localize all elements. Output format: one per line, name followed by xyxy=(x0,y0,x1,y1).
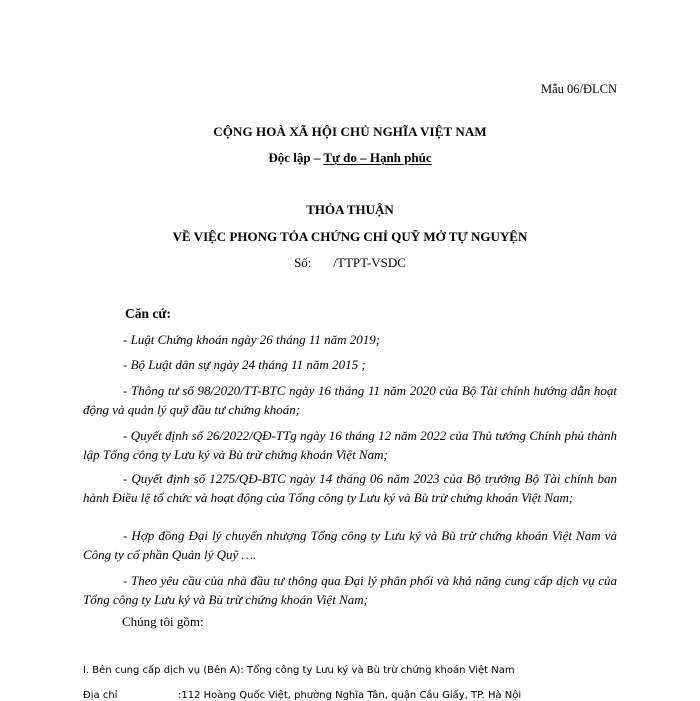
agreement-title: THỎA THUẬN xyxy=(306,202,394,217)
agreement-number xyxy=(0,255,700,271)
basis-item: - Quyết định số 1275/QĐ-BTC ngày 14 tháng 06 năm 2023 của Bộ trưởng Bộ Tài chính ban hành Điều lệ tổ chức và hoạt động của Tổng công ty Lưu ký và Bù trừ chứng khoán Việt Nam; xyxy=(83,471,617,505)
motto-part-3: – Hạnh phúc xyxy=(356,150,432,165)
motto-part-2: Tự do xyxy=(323,150,357,165)
national-motto xyxy=(0,150,700,166)
basis-heading: Căn cứ: xyxy=(125,306,171,321)
motto-part-1: Độc lập – xyxy=(268,150,324,165)
basis-item: - Luật Chứng khoán ngày 26 tháng 11 năm 2019; xyxy=(123,332,381,347)
number-suffix: /TTPT-VSDC xyxy=(333,255,406,270)
basis-item: - Hợp đồng Đại lý chuyển nhượng Tổng công ty Lưu ký và Bù trừ chứng khoán Việt Nam và Công ty cổ phần Quản lý Quỹ …. xyxy=(83,528,617,562)
number-label: Số: xyxy=(294,255,312,270)
basis-item: - Quyết định số 26/2022/QĐ-TTg ngày 16 tháng 12 năm 2022 của Thủ tướng Chính phủ thành lập Tổng công ty Lưu ký và Bù trừ chứng khoán Việt Nam; xyxy=(83,428,617,462)
form-code: Mẫu 06/ĐLCN xyxy=(540,82,617,96)
basis-item: - Bộ Luật dân sự ngày 24 tháng 11 năm 2015 ; xyxy=(123,357,366,372)
basis-item: - Theo yêu cầu của nhà đầu tư thông qua Đại lý phân phối và khả năng cung cấp dịch vụ của Tổng công ty Lưu ký và Bù trừ chứng khoán Việt Nam; xyxy=(83,573,617,607)
national-title: CỘNG HOÀ XÃ HỘI CHỦ NGHĨA VIỆT NAM xyxy=(213,124,487,139)
party-a-heading: I. Bên cung cấp dịch vụ (Bên A): Tổng công ty Lưu ký và Bù trừ chứng khoán Việt Nam xyxy=(83,665,515,676)
agreement-subtitle: VỀ VIỆC PHONG TỎA CHỨNG CHỈ QUỸ MỞ TỰ NGUYỆN xyxy=(172,229,528,244)
address-label: Địa chỉ xyxy=(83,690,118,701)
address-value: :112 Hoàng Quốc Việt, phường Nghĩa Tân, quận Cầu Giấy, TP. Hà Nội xyxy=(178,690,522,701)
basis-item: - Thông tư số 98/2020/TT-BTC ngày 16 tháng 11 năm 2020 của Bộ Tài chính hướng dẫn hoạt động và quản lý quỹ đầu tư chứng khoán; xyxy=(83,383,617,417)
parties-intro: Chúng tôi gồm: xyxy=(122,614,204,629)
